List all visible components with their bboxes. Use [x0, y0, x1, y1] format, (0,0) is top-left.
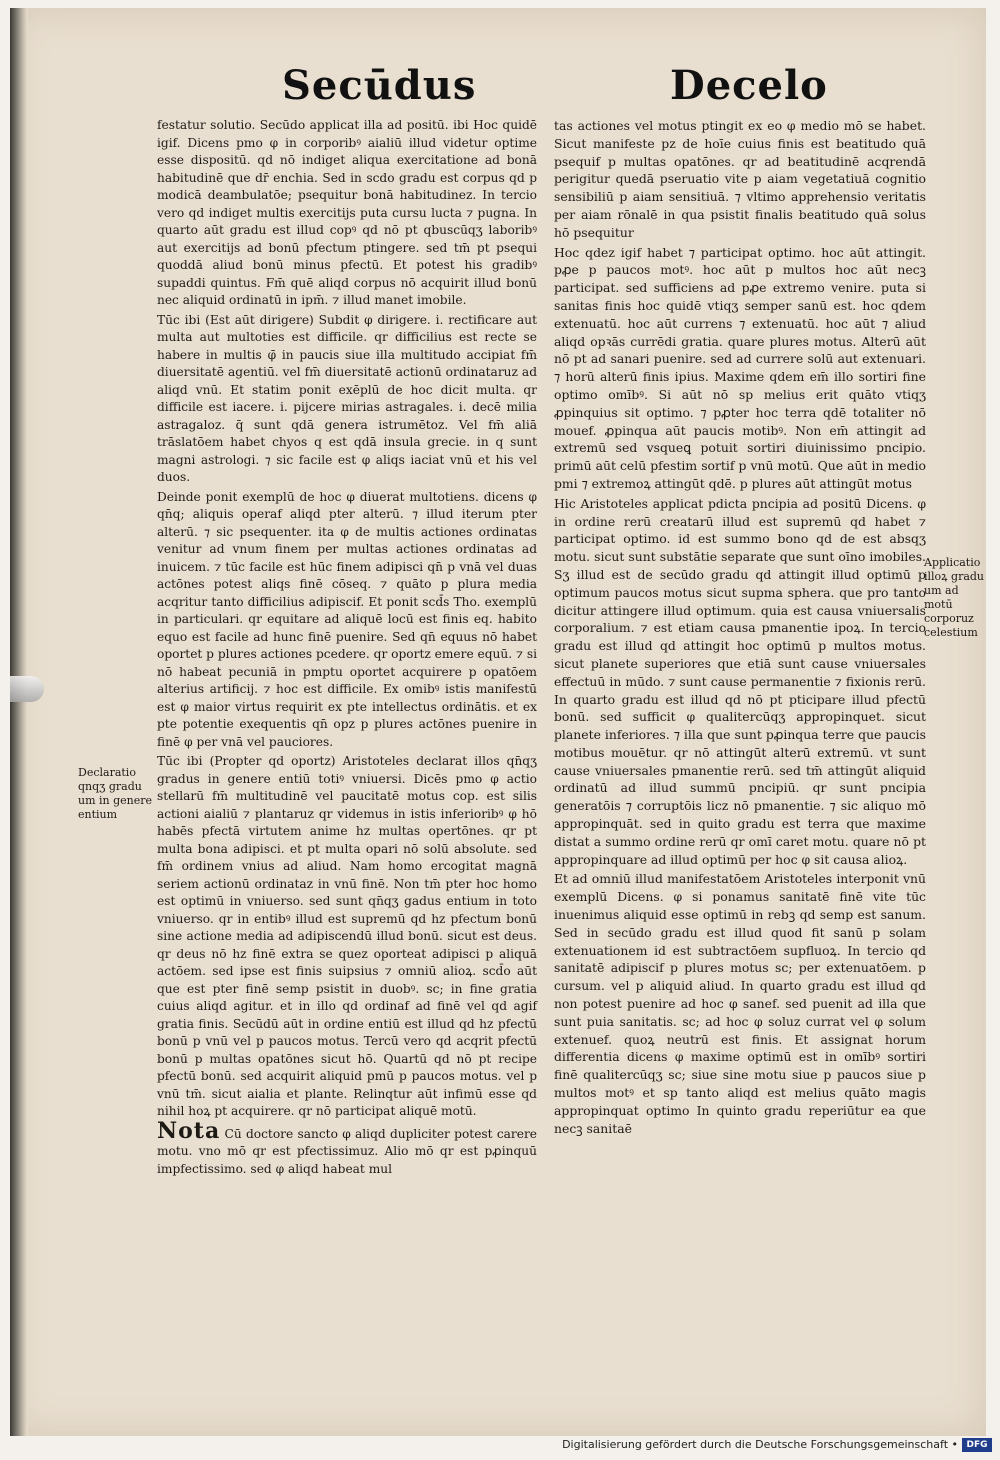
running-head-right: Decelo — [670, 62, 828, 109]
right-paragraph: Hoc qdez igif habet ⁊ participat optimo. hoc aūt attingit. pꝓe p paucos motꝰ. hoc aūt p multos hoc aūt necꝫ participat. sed sufficiens ad pꝓe extremo venire. puta si sanitas finis hoc quidē vtiqʒ semper sanū est. hoc qdem extenuatū. hoc aūt currens ⁊ extenuatū. hoc aūt ⁊ aliud aliqd opꝛās currēdi gratia. quare plures motus. Alterū aūt nō pt ad sanari puenire. sed ad currere solū aut extenuari. ⁊ horū alterū finis ipius. Maxime qdem em̄ illo sortiri fine optimo omībꝰ. Si aūt nō sp melius erit quāto vtiqʒ ꝓpinquius sit optimo. ⁊ pꝓter hoc terra qdē totaliter nō mouef. ꝓpinqua aūt paucis motibꝰ. Non em̄ attingit ad extremū sed vsqueꝗ potuit sortiri diuinissimo pncipio. primū aūt celū pfestim sortif p vnū motū. Que aūt in medio pmi ⁊ extremoꝝ attingūt qdē. p plures aūt attingūt motus — [554, 244, 926, 491]
footer-credit: Digitalisierung gefördert durch die Deutsche Forschungsgemeinschaft • — [562, 1438, 958, 1451]
dfg-logo: DFG — [962, 1438, 992, 1452]
nota-word: Nota — [157, 1117, 221, 1144]
right-paragraph: Hic Aristoteles applicat pdicta pncipia ad positū Dicens. φ in ordine rerū creatarū illud est supremū qd habet ⁊ participat optimo. id est summo bono qd de est absqʒ motu. sicut sunt substātie separate que sunt oīno imobiles. Sʒ illud est de secūdo gradu qd attingit illud optimū p optimum paucos motus sicut supma sphera. que pro tanto dicitur attingere illud optimum. quia est causa vniuersalis corporalium. ⁊ est etiam causa pmanentie ipoꝝ. In tercio gradu est illud qd attingit hoc optimū p multos motus. sicut planete superiores que etiā sunt cause vniuersales effectuū in mūdo. ⁊ sunt cause permanentie ⁊ fixionis rerū. In quarto gradu est illud qd nō pt pticipare illud pfectū bonū. sed sufficit φ qualitercūqʒ appropinquet. sicut planete inferiores. ⁊ illa que sunt pꝓinqua terre que paucis motibus mouētur. qr nō attingūt alterū extremū. vt sunt cause vniuersales pmanentie rerū. sed tm̄ attingūt aliquid ordinatū ad illud summū pncipiū. qr sunt pncipia generatōis ⁊ corruptōis licz nō pmanentie. ⁊ sic aliquo mō appropinquāt. sed in quito gradu est terra que maxime distat a summo ordine rerū qr omī caret motu. quare nō pt appropinquare ad illud optimū per hoc φ sit causa alioꝝ. — [554, 495, 926, 867]
left-paragraph: Deinde ponit exemplū de hoc φ diuerat multotiens. dicens φ qn̄q; aliquis operaf aliqd pter alterū. ⁊ illud iterum pter alterū. ⁊ sic psequenter. ita φ de multis actiones ordinatas venitur ad vnum finem per multas actiones ordinatas ad inuicem. ⁊ tūc facile est hūc finem adipisci qn̄ p vnā vel duas actōnes potest aliqs finē cōseq. ⁊ quāto p plura media acqritur tanto difficilius adipiscif. Et ponit scd̄s Tho. exemplū in particulari. qr equitare ad aliquē locū est finis eq. habito equo est facile ad hunc finē puenire. Sed qn̄ equus nō habet oportet p plures actiones pcedere. qr oportz emere equū. ⁊ si nō habeat pecuniā in pmptu oportet acquirere p opatōem alterius artificij. ⁊ hoc est difficile. Ex omibꝰ istis manifestū est φ maior virtus requirit ex pte intellectus ordinātis. et ex pte potentie exequentis qn̄ opz p plures actōnes puenire in finē φ per vnā vel pauciores. — [157, 489, 537, 749]
left-paragraph: Tūc ibi (Est aūt dirigere) Subdit φ dirigere. i. rectificare aut multa aut multoties est difficile. qr difficilius est recte se habere in multis φ̄ in paucis siue illa multitudo accipiat fm̄ diuersitatē agentiū. vel fm̄ diuersitatē actionū ordinataruz ad aliqd vnū. Et statim ponit exēplū de hoc dicit multa. qr difficile est iacere. i. pijcere mirias astragales. i. decē milia astragaloz. q̄ sunt qdā genera istrumētoz. Vel fm̄ aliā trāslatōem habet chyos q est qdā insula grecie. in q sunt magni astrologi. ⁊ sic facile est φ aliqs iaciat vnū et his vel duos. — [157, 312, 537, 484]
margin-note-left: Declaratio qnqʒ gradu um in genere entium — [78, 766, 153, 821]
right-paragraph: tas actiones vel motus ptingit ex eo φ medio mō se habet. Sicut manifeste pz de hoīe cuius finis est beatitudo quā psequif p multas opatōnes. qr ad beatitudinē acqrendā perigitur quedā pseruatio vite p aiam vegetatiuā cognitio sensibiliū p aiam sensitiuā. ⁊ vltimo apprehensio veritatis per aiam rōnalē in qua psistit finalis beatitudo quā solus hō psequitur — [554, 118, 926, 240]
book-spine — [10, 8, 28, 1436]
page-clip — [10, 676, 44, 702]
right-paragraph: Et ad omniū illud manifestatōem Aristoteles interponit vnū exemplū Dicens. φ si ponamus sanitatē finē vite tūc inuenimus aliquid esse optimū in rebꝫ qd semp est sanum. Sed in secūdo gradu est illud quod fit sanū p solam extenuationem id est subtractōem supfluoꝝ. In tercio qd sanitatē adipiscif p plures motus sc; per extenuatōem. p cursum. vel p aliquid aliud. In quarto gradu est illud qd non potest puenire ad hoc φ sanef. sed puenit ad illa que sunt puia sanitatis. sc; ad hoc φ soluz currat vel φ solum extenuef. quoꝝ neutrū est finis. Et assignat horum differentia dicens φ maxime optimū est in omībꝰ sortiri finē qualitercūqʒ sc; siue sine motu siue p paucos siue p multos motꝰ et sp tanto aliqd est melius quāto magis appropinquat optimo In quinto gradu reperiūtur ea que necꝫ sanitaē — [554, 871, 926, 1136]
margin-note-right: Applicatio illoꝝ gradu um ad motū corporuz celestium — [924, 556, 985, 639]
right-column — [554, 117, 926, 1139]
footer-bar — [0, 1434, 1000, 1454]
left-paragraph: Tūc ibi (Propter qd oportz) Aristoteles declarat illos qn̄qʒ gradus in genere entiū totiꝰ vniuersi. Dicēs pmo φ actio stellarū fm̄ multitudinē vel paucitatē motus cop. est silis actioni aialiū ⁊ plantaruz qr videmus in istis inferioribꝰ φ hō habēs pfectā virtutem anime hz multas opertōnes. qr pt multa bona adipisci. et pt multa opari nō solū absolute. sed fm̄ ordinem vnius ad aliud. Nam homo ercogitat magnā seriem actionū ordinataz in vnū finē. Non tm̄ pter hoc homo est optimū in vniuerso. sed sunt qn̄qʒ gadus entium in toto vniuerso. qr in entibꝰ illud est supremū qd hz pfectum bonū sine actione media ad adipiscendū illud bonū. sicut est deus. qr deus nō hz finē extra se quez oporteat adipisci p aliquā actōem. sed ipse est finis suipsius ⁊ omniū alioꝝ. scd̄o aūt que est pter finē semp psistit in duobꝰ. sc; in fine gratia cuius aliqd agitur. et in illo qd ordinaf ad finē vel qd agif gratia finis. Secūdū aūt in ordine entiū est illud qd hz pfectū bonū p vnū vel p paucos motus. Tercū vero qd acqrit pfectū bonū p multas opatōnes sicut hō. Quartū qd nō pt recipe pfectū bonū. sed acquirit aliquid pmū p paucos motus. vel p vnū tm̄. sicut aialia et plante. Relinqtur aūt infimū esse qd nihil hoꝝ pt acquirere. qr nō participat aliquē motū. — [157, 754, 537, 1118]
nota-text: Cū doctore sancto φ aliqd dupliciter potest carere motu. vno mō qr est pfectissimuz. Alio mō qr est pꝓinquū impfectissimo. sed φ aliqd habeat mul — [157, 1126, 538, 1176]
running-head-left: Secūdus — [282, 62, 477, 109]
left-column — [157, 117, 537, 1180]
left-paragraph: festatur solutio. Secūdo applicat illa ad positū. ibi Hoc quidē igif. Dicens pmo φ in corporibꝰ aialiū illud videtur optime esse dispositū. qd nō indiget aliqua exercitatione ad bonā habitudinē que dr̄ enchia. Sed in scdo gradu est corpus qd p modicā deambulatōe; psequitur bonā habitudinez. In tercio vero qd indiget multis exercitijs puta cursu lucta ⁊ pugna. In quarto aūt gradu est illud copꝰ qd nō pt qbuscūqʒ laboribꝰ aut exercitijs ad bonū pfectum ptingere. sed tm̄ pt psequi quoddā aliud bonū minus pfectū. Et potest his gradibꝰ supaddi quintus. Fm̄ quē aliqd corpus nō acquirit illud bonū nec aliquid ordinatū in ipm̄. ⁊ illud manet imobile. — [157, 118, 537, 307]
nota-paragraph — [157, 1117, 538, 1179]
